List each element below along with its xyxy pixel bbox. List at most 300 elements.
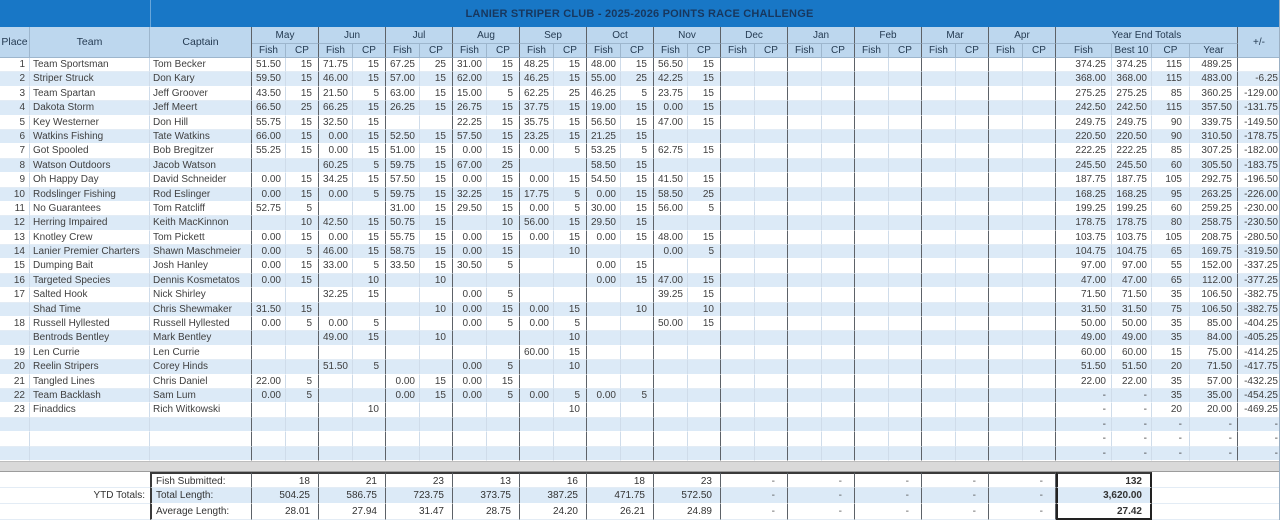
cell-cp: [554, 159, 587, 173]
cell-ye-best10: 50.00: [1112, 317, 1152, 331]
ytd-month-value: -: [989, 488, 1056, 504]
cell-ye-year: 307.25: [1190, 144, 1238, 158]
cell-cp: 15: [621, 259, 654, 273]
cell-cp: 10: [353, 403, 386, 417]
cell-ye-year: 483.00: [1190, 72, 1238, 86]
cell-fish: 0.00: [453, 303, 487, 317]
cell-plus-minus: -6.25: [1238, 72, 1280, 86]
cell-fish: [788, 331, 822, 345]
cell-cp: [822, 188, 855, 202]
cell-ye-best10: 178.75: [1112, 216, 1152, 230]
cell-cp: 15: [554, 346, 587, 360]
header-place: Place: [0, 27, 30, 58]
cell-cp: [822, 216, 855, 230]
cell-cp: [956, 447, 989, 461]
cell-cp: [956, 72, 989, 86]
header-fish: Fish: [989, 44, 1023, 58]
cell-cp: [956, 87, 989, 101]
cell-fish: [989, 87, 1023, 101]
cell-fish: [721, 231, 755, 245]
cell-fish: 0.00: [319, 317, 353, 331]
cell-fish: [922, 447, 956, 461]
cell-fish: [788, 116, 822, 130]
cell-cp: 5: [688, 202, 721, 216]
cell-cp: 5: [353, 317, 386, 331]
ytd-tail-spacer: [1152, 488, 1280, 504]
cell-fish: 62.75: [654, 144, 688, 158]
cell-place: [0, 418, 30, 432]
cell-cp: 25: [621, 72, 654, 86]
cell-fish: 63.00: [386, 87, 420, 101]
cell-fish: [520, 245, 554, 259]
cell-cp: 15: [688, 173, 721, 187]
cell-cp: [1023, 144, 1056, 158]
cell-fish: [989, 159, 1023, 173]
cell-fish: 54.50: [587, 173, 621, 187]
cell-captain: Keith MacKinnon: [150, 216, 252, 230]
cell-cp: 15: [420, 101, 453, 115]
cell-cp: [822, 259, 855, 273]
cell-cp: 15: [420, 130, 453, 144]
cell-fish: [922, 216, 956, 230]
ytd-totals-label: YTD Totals:: [0, 488, 150, 504]
cell-fish: [721, 346, 755, 360]
cell-cp: [353, 447, 386, 461]
empty-row: [0, 447, 1279, 461]
cell-cp: 5: [286, 245, 319, 259]
cell-place: [0, 331, 30, 345]
cell-fish: [788, 274, 822, 288]
cell-ye-cp: 85: [1152, 87, 1190, 101]
cell-cp: [956, 216, 989, 230]
cell-fish: 53.25: [587, 144, 621, 158]
cell-ye-fish: 22.00: [1056, 375, 1112, 389]
cell-fish: [989, 245, 1023, 259]
cell-place: 17: [0, 288, 30, 302]
cell-fish: 26.25: [386, 101, 420, 115]
cell-cp: [554, 418, 587, 432]
cell-cp: [755, 403, 788, 417]
cell-cp: [956, 317, 989, 331]
team-row: [0, 144, 1279, 158]
cell-fish: 0.00: [252, 389, 286, 403]
cell-captain: Len Currie: [150, 346, 252, 360]
empty-row: [0, 418, 1279, 432]
cell-team: Watkins Fishing: [30, 130, 150, 144]
cell-place: [0, 447, 30, 461]
cell-cp: [688, 331, 721, 345]
cell-place: 10: [0, 188, 30, 202]
cell-ye-cp: 65: [1152, 274, 1190, 288]
cell-captain: Tom Pickett: [150, 231, 252, 245]
cell-ye-year: 310.50: [1190, 130, 1238, 144]
cell-team: Lanier Premier Charters: [30, 245, 150, 259]
ytd-totals-label: [0, 504, 150, 520]
cell-cp: [1023, 87, 1056, 101]
cell-place: 12: [0, 216, 30, 230]
cell-cp: [956, 360, 989, 374]
ytd-row-label: Fish Submitted:: [150, 472, 252, 488]
cell-fish: [520, 447, 554, 461]
cell-cp: [956, 188, 989, 202]
cell-cp: [688, 418, 721, 432]
cell-cp: 5: [487, 389, 520, 403]
cell-fish: 23.25: [520, 130, 554, 144]
cell-cp: [554, 432, 587, 446]
cell-fish: [587, 317, 621, 331]
cell-cp: 15: [420, 159, 453, 173]
cell-cp: [822, 101, 855, 115]
cell-fish: [855, 432, 889, 446]
cell-fish: [788, 432, 822, 446]
cell-cp: 5: [286, 317, 319, 331]
cell-fish: 35.75: [520, 116, 554, 130]
cell-cp: [822, 202, 855, 216]
cell-fish: 22.00: [252, 375, 286, 389]
cell-fish: [721, 360, 755, 374]
cell-fish: [788, 389, 822, 403]
cell-fish: [989, 317, 1023, 331]
cell-cp: [755, 130, 788, 144]
team-row: [0, 58, 1279, 72]
header-cp: CP: [286, 44, 319, 58]
ytd-month-value: 504.25: [252, 488, 319, 504]
cell-cp: [286, 360, 319, 374]
cell-cp: 15: [621, 216, 654, 230]
cell-cp: [755, 159, 788, 173]
cell-fish: [989, 389, 1023, 403]
cell-cp: [353, 418, 386, 432]
cell-fish: [721, 130, 755, 144]
cell-fish: [922, 245, 956, 259]
ytd-month-value: 18: [587, 472, 654, 488]
cell-fish: 52.50: [386, 130, 420, 144]
cell-fish: 56.50: [587, 116, 621, 130]
cell-cp: 15: [621, 274, 654, 288]
ytd-row: [0, 488, 1279, 504]
cell-cp: 15: [487, 231, 520, 245]
cell-plus-minus: -182.00: [1238, 144, 1280, 158]
cell-fish: [922, 317, 956, 331]
cell-fish: [654, 159, 688, 173]
cell-cp: [755, 116, 788, 130]
cell-cp: 15: [353, 331, 386, 345]
cell-fish: [453, 418, 487, 432]
header-month-aug: Aug: [453, 27, 520, 44]
cell-fish: [386, 116, 420, 130]
cell-team: Key Westerner: [30, 116, 150, 130]
cell-fish: 0.00: [520, 173, 554, 187]
cell-cp: [755, 259, 788, 273]
cell-plus-minus: -230.00: [1238, 202, 1280, 216]
cell-fish: [855, 202, 889, 216]
cell-fish: 0.00: [252, 173, 286, 187]
cell-cp: [889, 101, 922, 115]
cell-fish: [855, 331, 889, 345]
cell-fish: [855, 303, 889, 317]
cell-fish: [855, 101, 889, 115]
ytd-month-value: 586.75: [319, 488, 386, 504]
cell-cp: [889, 346, 922, 360]
cell-ye-cp: 115: [1152, 101, 1190, 115]
cell-cp: [822, 331, 855, 345]
cell-fish: [587, 360, 621, 374]
cell-ye-fish: -: [1056, 432, 1112, 446]
cell-ye-best10: 187.75: [1112, 173, 1152, 187]
cell-captain: Chris Shewmaker: [150, 303, 252, 317]
cell-cp: [487, 346, 520, 360]
cell-cp: [956, 58, 989, 72]
cell-ye-cp: 20: [1152, 360, 1190, 374]
cell-cp: 5: [554, 188, 587, 202]
title-bar: [0, 0, 1279, 27]
cell-cp: [353, 202, 386, 216]
ytd-year-total: 3,620.00: [1056, 488, 1152, 504]
cell-ye-fish: 103.75: [1056, 231, 1112, 245]
cell-fish: [989, 173, 1023, 187]
cell-ye-best10: 168.25: [1112, 188, 1152, 202]
cell-cp: [956, 403, 989, 417]
cell-ye-year: 106.50: [1190, 303, 1238, 317]
cell-fish: [922, 259, 956, 273]
cell-fish: [386, 331, 420, 345]
ytd-month-value: 24.89: [654, 504, 721, 520]
cell-fish: [654, 389, 688, 403]
cell-cp: [1023, 101, 1056, 115]
cell-cp: 15: [286, 116, 319, 130]
cell-ye-cp: -: [1152, 418, 1190, 432]
cell-fish: 51.50: [319, 360, 353, 374]
cell-ye-cp: 20: [1152, 403, 1190, 417]
cell-cp: 5: [621, 87, 654, 101]
cell-fish: 0.00: [520, 303, 554, 317]
cell-fish: [788, 418, 822, 432]
cell-fish: 17.75: [520, 188, 554, 202]
cell-cp: [755, 101, 788, 115]
cell-fish: 0.00: [453, 231, 487, 245]
cell-cp: [1023, 231, 1056, 245]
cell-ye-year: 84.00: [1190, 331, 1238, 345]
cell-fish: [319, 389, 353, 403]
cell-fish: 0.00: [587, 188, 621, 202]
cell-fish: [520, 259, 554, 273]
cell-cp: 5: [353, 87, 386, 101]
cell-fish: [386, 303, 420, 317]
cell-fish: [922, 288, 956, 302]
ytd-month-value: 26.21: [587, 504, 654, 520]
cell-cp: 15: [487, 116, 520, 130]
cell-fish: [922, 231, 956, 245]
cell-fish: [855, 58, 889, 72]
header-cp: CP: [420, 44, 453, 58]
cell-fish: [989, 346, 1023, 360]
cell-cp: [889, 231, 922, 245]
cell-fish: [989, 216, 1023, 230]
cell-ye-cp: 65: [1152, 245, 1190, 259]
cell-fish: 59.50: [252, 72, 286, 86]
ytd-month-value: 13: [453, 472, 520, 488]
cell-fish: 0.00: [453, 288, 487, 302]
cell-fish: 71.75: [319, 58, 353, 72]
cell-cp: [822, 245, 855, 259]
cell-ye-best10: 368.00: [1112, 72, 1152, 86]
cell-fish: [654, 360, 688, 374]
cell-ye-fish: -: [1056, 447, 1112, 461]
cell-cp: 15: [487, 144, 520, 158]
cell-cp: 15: [621, 116, 654, 130]
cell-ye-fish: 374.25: [1056, 58, 1112, 72]
cell-fish: [721, 317, 755, 331]
cell-fish: 0.00: [453, 360, 487, 374]
header-cp: CP: [1023, 44, 1056, 58]
cell-team: Striper Struck: [30, 72, 150, 86]
cell-fish: [520, 331, 554, 345]
cell-fish: [989, 375, 1023, 389]
cell-ye-cp: 80: [1152, 216, 1190, 230]
cell-fish: 0.00: [453, 173, 487, 187]
cell-captain: Jacob Watson: [150, 159, 252, 173]
cell-cp: 15: [353, 144, 386, 158]
cell-fish: 0.00: [520, 389, 554, 403]
cell-cp: 15: [420, 72, 453, 86]
cell-fish: 46.25: [587, 87, 621, 101]
cell-cp: [755, 202, 788, 216]
header-fish: Fish: [587, 44, 621, 58]
cell-cp: 10: [554, 331, 587, 345]
cell-fish: 26.75: [453, 101, 487, 115]
ytd-month-value: 21: [319, 472, 386, 488]
ytd-totals-label: [0, 472, 150, 488]
cell-cp: [286, 159, 319, 173]
team-row: [0, 231, 1279, 245]
ytd-month-value: 23: [654, 472, 721, 488]
cell-fish: [922, 389, 956, 403]
cell-fish: [587, 375, 621, 389]
cell-fish: [922, 173, 956, 187]
cell-place: 1: [0, 58, 30, 72]
cell-place: 9: [0, 173, 30, 187]
team-row: [0, 331, 1279, 345]
cell-fish: [520, 288, 554, 302]
cell-fish: 43.50: [252, 87, 286, 101]
cell-ye-fish: -: [1056, 418, 1112, 432]
cell-fish: 47.00: [654, 274, 688, 288]
cell-cp: [1023, 418, 1056, 432]
ytd-year-total: 27.42: [1056, 504, 1152, 520]
cell-place: 4: [0, 101, 30, 115]
team-row: [0, 116, 1279, 130]
cell-fish: 0.00: [520, 231, 554, 245]
cell-fish: 0.00: [453, 389, 487, 403]
cell-cp: [1023, 303, 1056, 317]
cell-cp: [554, 259, 587, 273]
cell-fish: [855, 116, 889, 130]
cell-fish: [788, 188, 822, 202]
cell-plus-minus: -: [1238, 432, 1280, 446]
cell-cp: [1023, 447, 1056, 461]
cell-fish: 0.00: [252, 188, 286, 202]
cell-cp: [956, 116, 989, 130]
cell-cp: 15: [286, 188, 319, 202]
cell-fish: [319, 202, 353, 216]
ytd-row-label: Total Length:: [150, 488, 252, 504]
cell-cp: [420, 116, 453, 130]
cell-fish: [788, 101, 822, 115]
cell-cp: 5: [554, 202, 587, 216]
cell-cp: 15: [353, 101, 386, 115]
cell-fish: 62.25: [520, 87, 554, 101]
cell-cp: 10: [420, 331, 453, 345]
cell-cp: [554, 288, 587, 302]
cell-cp: 15: [487, 101, 520, 115]
cell-fish: [922, 274, 956, 288]
cell-cp: [956, 159, 989, 173]
header-month-apr: Apr: [989, 27, 1056, 44]
cell-plus-minus: -: [1238, 447, 1280, 461]
team-row: [0, 216, 1279, 230]
cell-ye-best10: 49.00: [1112, 331, 1152, 345]
cell-cp: 15: [554, 101, 587, 115]
cell-fish: 56.50: [654, 58, 688, 72]
cell-cp: 15: [286, 303, 319, 317]
cell-cp: [889, 317, 922, 331]
cell-cp: [420, 346, 453, 360]
header-cp: CP: [621, 44, 654, 58]
cell-place: 20: [0, 360, 30, 374]
cell-place: 22: [0, 389, 30, 403]
cell-ye-fish: 220.50: [1056, 130, 1112, 144]
cell-fish: [721, 72, 755, 86]
team-row: [0, 159, 1279, 173]
cell-cp: [688, 130, 721, 144]
cell-place: 23: [0, 403, 30, 417]
cell-fish: [587, 288, 621, 302]
cell-fish: [721, 216, 755, 230]
cell-fish: 57.50: [453, 130, 487, 144]
cell-cp: 5: [353, 259, 386, 273]
cell-cp: [822, 130, 855, 144]
cell-cp: 15: [554, 303, 587, 317]
cell-ye-year: 169.75: [1190, 245, 1238, 259]
ytd-month-value: 28.75: [453, 504, 520, 520]
cell-fish: [855, 403, 889, 417]
cell-plus-minus: -414.25: [1238, 346, 1280, 360]
cell-ye-year: 360.25: [1190, 87, 1238, 101]
cell-cp: [889, 432, 922, 446]
cell-cp: 15: [487, 375, 520, 389]
cell-ye-fish: 368.00: [1056, 72, 1112, 86]
cell-place: [0, 432, 30, 446]
cell-fish: 0.00: [453, 144, 487, 158]
cell-fish: [654, 303, 688, 317]
header-captain: Captain: [150, 27, 252, 58]
cell-cp: 15: [554, 72, 587, 86]
cell-cp: [889, 202, 922, 216]
cell-place: 11: [0, 202, 30, 216]
cell-cp: [755, 231, 788, 245]
cell-ye-year: 263.25: [1190, 188, 1238, 202]
cell-fish: [855, 130, 889, 144]
cell-cp: [487, 403, 520, 417]
cell-fish: 0.00: [319, 130, 353, 144]
cell-ye-best10: 242.50: [1112, 101, 1152, 115]
cell-fish: [922, 418, 956, 432]
cell-cp: [286, 331, 319, 345]
cell-fish: [922, 144, 956, 158]
cell-fish: [386, 346, 420, 360]
ytd-month-value: -: [922, 488, 989, 504]
cell-cp: 10: [420, 303, 453, 317]
